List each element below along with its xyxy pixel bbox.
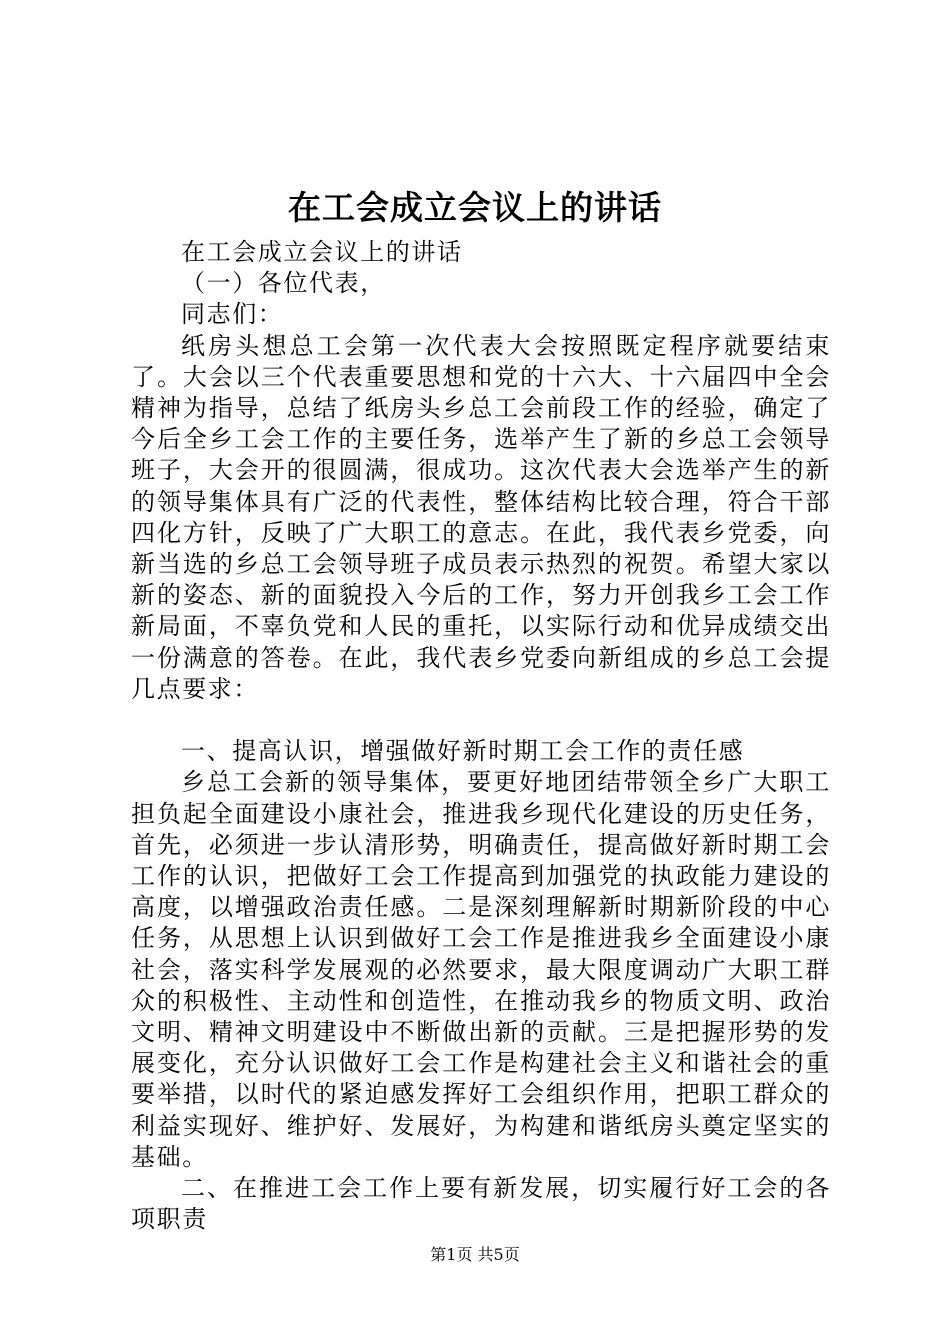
document-body [131, 237, 831, 1235]
document-title: 在工会成立会议上的讲话 [288, 188, 662, 227]
paragraph-salutation-comrades: 同志们： [181, 300, 284, 329]
page-number-footer: 第1页 共5页 [430, 1245, 520, 1264]
section-heading-1: 一、提高认识，增强做好新时期工会工作的责任感 [181, 737, 745, 766]
paragraph-opening: 纸房头想总工会第一次代表大会按照既定程序就要结束了。大会以三个代表重要思想和党的十六大、十六届四中全会精神为指导，总结了纸房头乡总工会前段工作的经验，确定了今后全乡工会工作的主要任务，选举产生了新的乡总工会领导班子，大会开的很圆满，很成功。这次代表大会选举产生的新的领导集体具有广泛的代表性，整体结构比较合理，符合干部四化方针，反映了广大职工的意志。在此，我代表乡党委，向新当选的乡总工会领导班子成员表示热烈的祝贺。希望大家以新的姿态、新的面貌投入今后的工作，努力开创我乡工会工作新局面，不辜负党和人民的重托，以实际行动和优异成绩交出一份满意的答卷。在此，我代表乡党委向新组成的乡总工会提几点要求： [131, 331, 831, 703]
paragraph-section-1: 乡总工会新的领导集体，要更好地团结带领全乡广大职工担负起全面建设小康社会，推进我乡现代化建设的历史任务，首先，必须进一步认清形势，明确责任，提高做好新时期工会工作的认识，把做好工会工作提高到加强党的执政能力建设的高度，以增强政治责任感。二是深刻理解新时期新阶段的中心任务，从思想上认识到做好工会工作是推进我乡全面建设小康社会，落实科学发展观的必然要求，最大限度调动广大职工群众的积极性、主动性和创造性，在推动我乡的物质文明、政治文明、精神文明建设中不断做出新的贡献。三是把握形势的发展变化，充分认识做好工会工作是构建社会主义和谐社会的重要举措，以时代的紧迫感发挥好工会组织作用，把职工群众的利益实现好、维护好、发展好，为构建和谐纸房头奠定坚实的基础。 [131, 768, 831, 1171]
paragraph-salutation-delegates: （一）各位代表， [181, 269, 386, 298]
paragraph-subtitle: 在工会成立会议上的讲话 [181, 238, 463, 266]
section-heading-2: 二、在推进工会工作上要有新发展，切实履行好工会的各项职责 [131, 1174, 831, 1234]
paragraph-gap [131, 705, 831, 736]
